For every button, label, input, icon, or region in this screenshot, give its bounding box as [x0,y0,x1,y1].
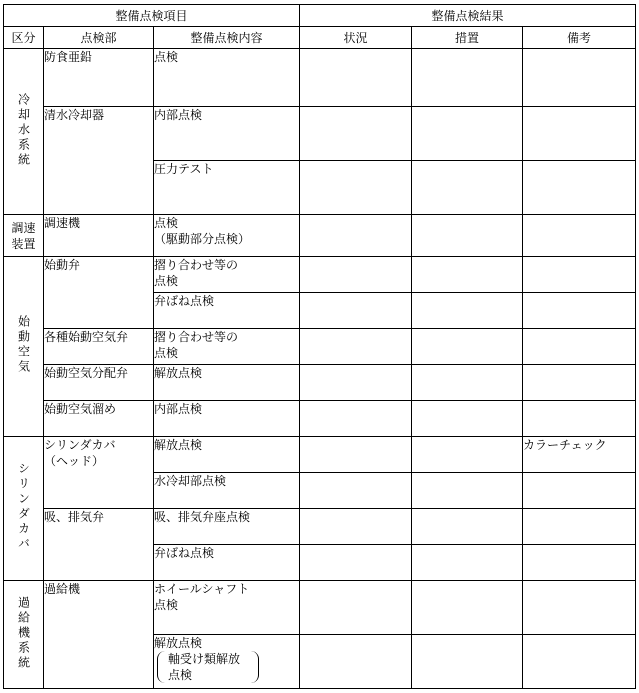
content-water-cooling: 水冷却部点検 [154,473,300,509]
measure-cell[interactable] [412,215,523,257]
status-cell[interactable] [300,473,412,509]
content-governor-drive: （駆動部分点検） [154,232,251,246]
content-cooler-internal: 内部点検 [154,107,300,161]
part-cyl-cover-line1: シリンダカバ [44,438,116,452]
measure-cell[interactable] [412,545,523,581]
bearing-paren-group [157,651,259,683]
measure-cell[interactable] [412,437,523,473]
content-tank-internal: 内部点検 [154,401,300,437]
part-governor: 調速機 [44,215,154,257]
category-cooling-cell [4,49,44,215]
remarks-cell[interactable] [523,257,636,293]
content-lapping-b-line1: 摺り合わせ等の [154,330,239,344]
measure-cell[interactable] [412,509,523,545]
status-cell[interactable] [300,365,412,401]
category-governor-line2: 装置 [11,236,36,251]
content-valve-spring: 弁ばね点検 [154,545,300,581]
category-cylinder: シリンダカバ [16,462,31,552]
header-items-title: 整備点検項目 [4,5,300,27]
status-cell[interactable] [300,329,412,365]
status-cell[interactable] [300,161,412,215]
content-governor-inspect: 点検 [154,216,179,230]
status-cell[interactable] [300,509,412,545]
content-distributor-overhaul: 解放点検 [154,365,300,401]
part-turbocharger: 過給機 [44,581,154,689]
remarks-cell[interactable] [523,581,636,635]
category-turbo: 過給機系統 [16,595,31,671]
inspection-table [3,4,636,689]
content-valve-seat: 吸、排気弁座点検 [154,509,300,545]
remarks-cell[interactable] [523,635,636,689]
remarks-cell[interactable] [523,365,636,401]
remarks-cell[interactable] [523,107,636,161]
remarks-cell[interactable] [523,509,636,545]
content-lapping-b-line2: 点検 [154,346,179,360]
content-wheel-shaft [154,581,300,635]
remarks-cell[interactable] [523,215,636,257]
remarks-cell[interactable] [523,473,636,509]
measure-cell[interactable] [412,635,523,689]
header-results-title: 整備点検結果 [300,5,636,27]
status-cell[interactable] [300,635,412,689]
measure-cell[interactable] [412,161,523,215]
header-content: 整備点検内容 [154,27,300,49]
content-lapping [154,257,300,293]
part-cyl-cover-line2: （ヘッド） [44,454,105,468]
header-part: 点検部 [44,27,154,49]
content-wheel-shaft-line1: ホイールシャフト [154,582,250,596]
measure-cell[interactable] [412,329,523,365]
content-lapping-line1: 摺り合わせ等の [154,258,239,272]
part-cyl-cover [44,437,154,509]
part-air-tank: 始動空気溜め [44,401,154,437]
status-cell[interactable] [300,437,412,473]
content-bearing-line1: 軸受け類解放 [168,652,241,666]
remarks-cell[interactable] [523,329,636,365]
header-remarks: 備考 [523,27,636,49]
part-exhaust-valve: 吸、排気弁 [44,509,154,581]
content-governor [154,215,300,257]
measure-cell[interactable] [412,257,523,293]
remarks-cell[interactable] [523,49,636,107]
status-cell[interactable] [300,581,412,635]
category-starting: 始動空気 [16,315,31,375]
category-starting-cell [4,257,44,437]
status-cell[interactable] [300,215,412,257]
status-cell[interactable] [300,107,412,161]
content-spring: 弁ばね点検 [154,293,300,329]
measure-cell[interactable] [412,401,523,437]
content-wheel-shaft-line2: 点検 [154,598,179,612]
measure-cell[interactable] [412,293,523,329]
content-pressure-test: 圧力テスト [154,161,300,215]
content-lapping-line2: 点検 [154,274,179,288]
remarks-cell[interactable] [523,293,636,329]
remarks-cell[interactable] [523,401,636,437]
content-zinc-inspect: 点検 [154,49,300,107]
content-cyl-overhaul: 解放点検 [154,437,300,473]
header-status: 状況 [300,27,412,49]
part-zinc: 防食亜鉛 [44,49,154,107]
content-turbo-overhaul [154,635,300,689]
content-lapping-b [154,329,300,365]
header-category: 区分 [4,27,44,49]
part-fw-cooler: 清水冷却器 [44,107,154,215]
status-cell[interactable] [300,49,412,107]
part-start-air-valves: 各種始動空気弁 [44,329,154,365]
measure-cell[interactable] [412,49,523,107]
part-distributor: 始動空気分配弁 [44,365,154,401]
measure-cell[interactable] [412,581,523,635]
content-bearing-line2: 点検 [168,668,193,682]
category-governor-cell [4,215,44,257]
category-cooling: 冷却水系統 [16,92,31,168]
status-cell[interactable] [300,545,412,581]
part-start-valve: 始動弁 [44,257,154,329]
status-cell[interactable] [300,293,412,329]
category-cylinder-cell [4,437,44,581]
remarks-color-check[interactable]: カラーチェック [523,437,636,473]
remarks-cell[interactable] [523,161,636,215]
content-turbo-overhaul-line1: 解放点検 [154,636,203,650]
remarks-cell[interactable] [523,545,636,581]
measure-cell[interactable] [412,107,523,161]
measure-cell[interactable] [412,473,523,509]
category-turbo-cell [4,581,44,689]
header-measure: 措置 [412,27,523,49]
measure-cell[interactable] [412,365,523,401]
category-governor-line1: 調速 [11,220,36,235]
status-cell[interactable] [300,401,412,437]
status-cell[interactable] [300,257,412,293]
